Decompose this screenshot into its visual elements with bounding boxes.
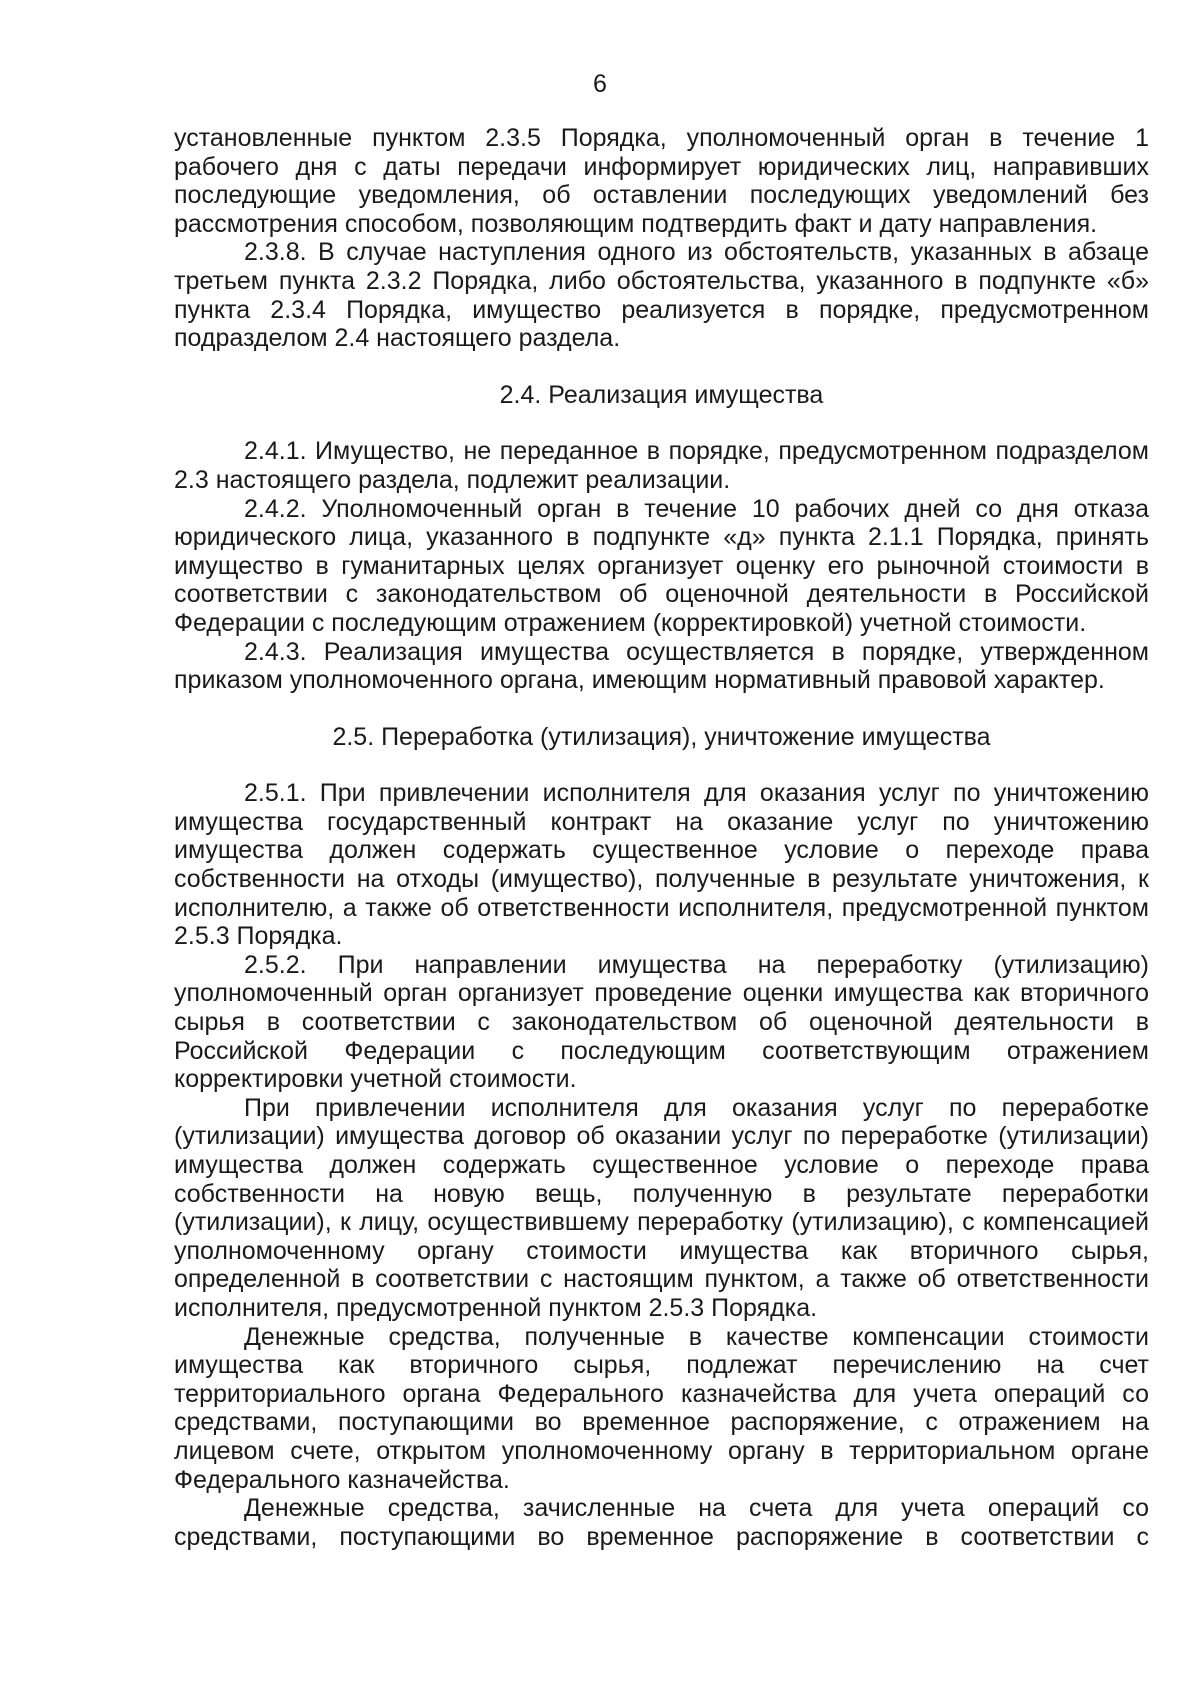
spacer <box>174 409 1149 437</box>
section-heading-2-4: 2.4. Реализация имущества <box>499 380 824 409</box>
paragraph-2-5-2: 2.5.2. При направлении имущества на переработку (утилизацию) уполномоченный орган организует проведение оценки имущества как вторичного сырья в соответствии с законодательством об оценочной деятельности в Российской Федерации с последующим соответствующим отражением корректировки учетной стоимости. <box>174 950 1149 1094</box>
page-number: 6 <box>593 70 607 98</box>
paragraph-2-4-3: 2.4.3. Реализация имущества осуществляется в порядке, утвержденном приказом уполномоченного органа, имеющим нормативный правовой характер. <box>174 637 1149 695</box>
paragraph-continuation: установленные пунктом 2.3.5 Порядка, уполномоченный орган в течение 1 рабочего дня с даты передачи информирует юридических лиц, направивших последующие уведомления, об оставлении последующих уведомлений без рассмотрения способом, позволяющим подтвердить факт и дату направления. <box>174 124 1149 238</box>
paragraph-2-4-2: 2.4.2. Уполномоченный орган в течение 10 рабочих дней со дня отказа юридического лица, указанного в подпункте «д» пункта 2.1.1 Порядка, принять имущество в гуманитарных целях организует оценку его рыночной стоимости в соответствии с законодательством об оценочной деятельности в Российской Федерации с последующим отражением (корректировкой) учетной стоимости. <box>174 494 1149 637</box>
paragraph-funds-credited: Денежные средства, зачисленные на счета для учета операций со средствами, поступающими во временное распоряжение в соответствии с <box>174 1494 1149 1551</box>
document-body <box>174 124 1149 1551</box>
paragraph-compensation: Денежные средства, полученные в качестве компенсации стоимости имущества как вторичного сырья, подлежат перечислению на счет территориального органа Федерального казначейства для учета операций со средствами, поступающими во временное распоряжение, с отражением на лицевом счете, открытом уполномоченному органу в территориальном органе Федерального казначейства. <box>174 1322 1149 1494</box>
section-heading-2-5: 2.5. Переработка (утилизация), уничтожение имущества <box>332 722 991 751</box>
paragraph-contractor: При привлечении исполнителя для оказания услуг по переработке (утилизации) имущества договор об оказании услуг по переработке (утилизации) имущества должен содержать существенное условие о переходе права собственности на новую вещь, полученную в результате переработки (утилизации), к лицу, осуществившему переработку (утилизацию), с компенсацией уполномоченному органу стоимости имущества как вторичного сырья, определенной в соответствии с настоящим пунктом, а также об ответственности исполнителя, предусмотренной пунктом 2.5.3 Порядка. <box>174 1093 1149 1322</box>
paragraph-2-4-1: 2.4.1. Имущество, не переданное в порядке, предусмотренном подразделом 2.3 настоящего раздела, подлежит реализации. <box>174 437 1149 494</box>
spacer <box>174 353 1149 381</box>
paragraph-2-3-8: 2.3.8. В случае наступления одного из обстоятельств, указанных в абзаце третьем пункта 2.3.2 Порядка, либо обстоятельства, указанного в подпункте «б» пункта 2.3.4 Порядка, имущество реализуется в порядке, предусмотренном подразделом 2.4 настоящего раздела. <box>174 238 1149 353</box>
paragraph-2-5-1: 2.5.1. При привлечении исполнителя для оказания услуг по уничтожению имущества государственный контракт на оказание услуг по уничтожению имущества должен содержать существенное условие о переходе права собственности на отходы (имущество), полученные в результате уничтожения, к исполнителю, а также об ответственности исполнителя, предусмотренной пунктом 2.5.3 Порядка. <box>174 779 1149 951</box>
spacer <box>174 751 1149 779</box>
spacer <box>174 695 1149 723</box>
